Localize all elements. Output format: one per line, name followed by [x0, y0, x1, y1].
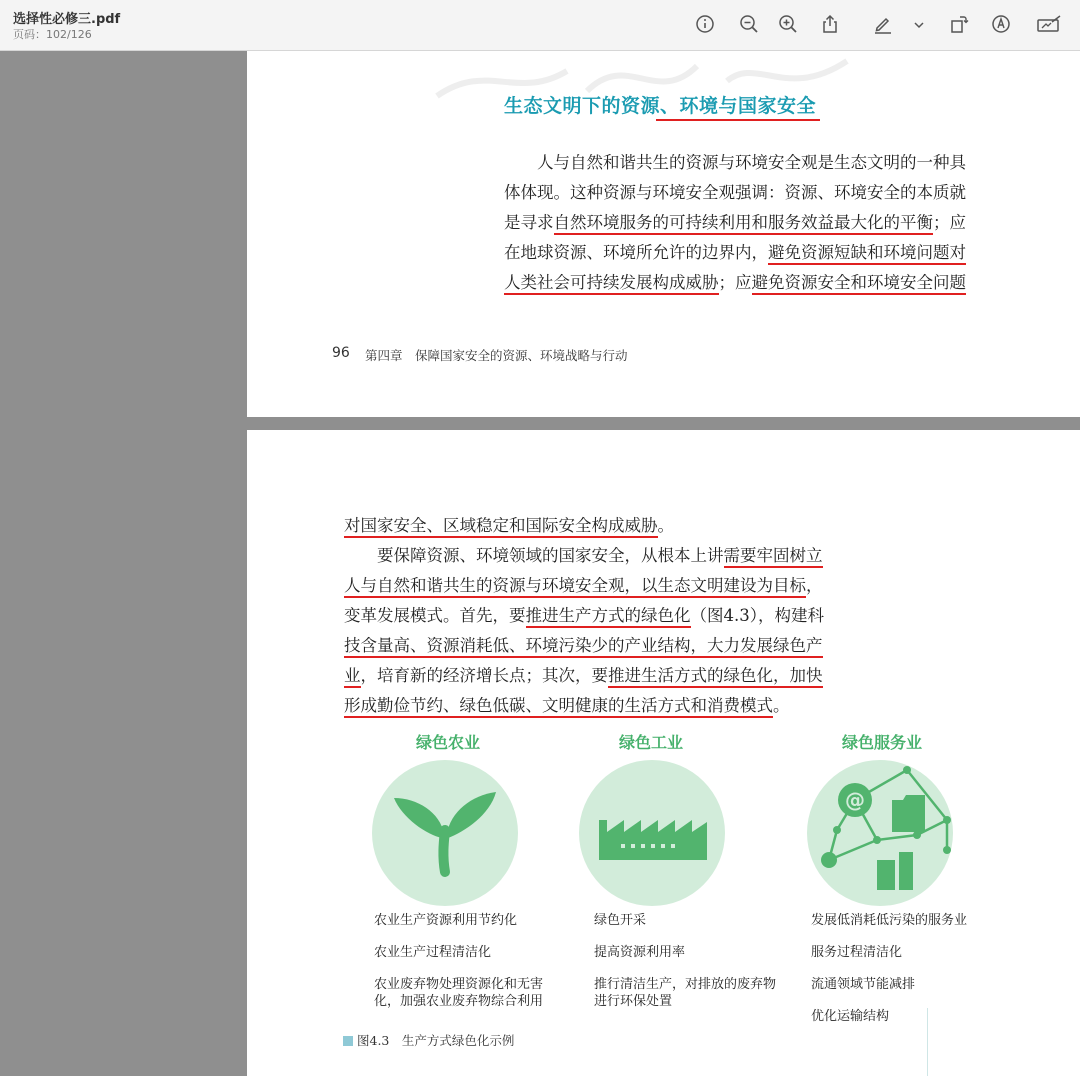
- toolbar: [0, 0, 1080, 51]
- highlight-pen-icon[interactable]: [872, 13, 894, 35]
- caption-marker-icon: [343, 1036, 353, 1046]
- zoom-out-icon[interactable]: [738, 13, 760, 35]
- column-title: 绿色农业: [415, 733, 480, 752]
- column-title: 绿色工业: [618, 733, 683, 752]
- page-indicator: 页码：102/126: [13, 28, 92, 41]
- list-item: 绿色开采: [594, 913, 647, 928]
- paragraph: [344, 511, 824, 721]
- text-line: 人类社会可持续发展构成威胁；应避免资源安全和环境安全问题: [504, 268, 966, 298]
- text-line: 业，培育新的经济增长点；其次，要推进生活方式的绿色化，加快: [344, 661, 824, 691]
- paragraph: [504, 148, 966, 298]
- list-item: 提高资源利用率: [594, 945, 686, 960]
- text-line: 人与自然和谐共生的资源与环境安全观，以生态文明建设为目标，: [344, 571, 824, 601]
- chevron-down-icon[interactable]: [908, 13, 928, 35]
- markup-icon[interactable]: [990, 13, 1012, 35]
- text-line: 变革发展模式。首先，要推进生产方式的绿色化（图4.3），构建科: [344, 601, 824, 631]
- info-icon[interactable]: [694, 13, 716, 35]
- figure-column-agriculture: [338, 730, 558, 753]
- pdf-page-96: [247, 51, 1080, 417]
- sprout-icon: [372, 760, 518, 906]
- list-item: 农业生产过程清洁化: [374, 945, 492, 960]
- page-number: 96: [332, 345, 350, 361]
- figure-column-service: [772, 730, 992, 753]
- document-title: 选择性必修三.pdf: [13, 12, 121, 27]
- agriculture-items: [374, 912, 564, 1025]
- figure-caption: 图4.3 生产方式绿色化示例: [343, 1031, 514, 1049]
- section-title: 生态文明下的资源、环境与国家安全: [504, 91, 816, 118]
- list-item: 发展低消耗低污染的服务业: [811, 913, 968, 928]
- list-item: 服务过程清洁化: [811, 945, 903, 960]
- service-items: [811, 912, 1001, 1040]
- text-line: 体体现。这种资源与环境安全观强调：资源、环境安全的本质就: [504, 183, 966, 202]
- running-footer: 第四章 保障国家安全的资源、环境战略与行动: [365, 348, 628, 363]
- list-item: 优化运输结构: [811, 1009, 890, 1024]
- text-line: 技含量高、资源消耗低、环境污染少的产业结构，大力发展绿色产: [344, 631, 824, 661]
- industry-items: [594, 912, 784, 1025]
- divider: [927, 1008, 928, 1076]
- text-line: 对国家安全、区域稳定和国际安全构成威胁。: [344, 511, 824, 541]
- text-line: 要保障资源、环境领域的国家安全，从根本上讲需要牢固树立: [344, 541, 824, 571]
- list-item: 农业生产资源利用节约化: [374, 913, 518, 928]
- zoom-in-icon[interactable]: [777, 13, 799, 35]
- text-line: 是寻求自然环境服务的可持续利用和服务效益最大化的平衡；应: [504, 208, 966, 238]
- pdf-page-97: [247, 430, 1080, 1076]
- network-service-icon: [807, 760, 953, 906]
- factory-icon: [579, 760, 725, 906]
- signature-icon[interactable]: [1036, 13, 1062, 35]
- svg-text:@: @: [845, 788, 865, 812]
- list-item: 农业废弃物处理资源化和无害化，加强农业废弃物综合利用: [374, 977, 544, 1009]
- text-line: 人与自然和谐共生的资源与环境安全观是生态文明的一种具: [504, 153, 966, 172]
- text-line: 形成勤俭节约、绿色低碳、文明健康的生活方式和消费模式。: [344, 691, 824, 721]
- figure-column-industry: [541, 730, 761, 753]
- share-icon[interactable]: [819, 13, 841, 35]
- text-line: 在地球资源、环境所允许的边界内，避免资源短缺和环境问题对: [504, 238, 966, 268]
- list-item: 流通领域节能减排: [811, 977, 916, 992]
- column-title: 绿色服务业: [841, 733, 922, 752]
- list-item: 推行清洁生产，对排放的废弃物进行环保处置: [594, 977, 777, 1009]
- rotate-icon[interactable]: [948, 13, 970, 35]
